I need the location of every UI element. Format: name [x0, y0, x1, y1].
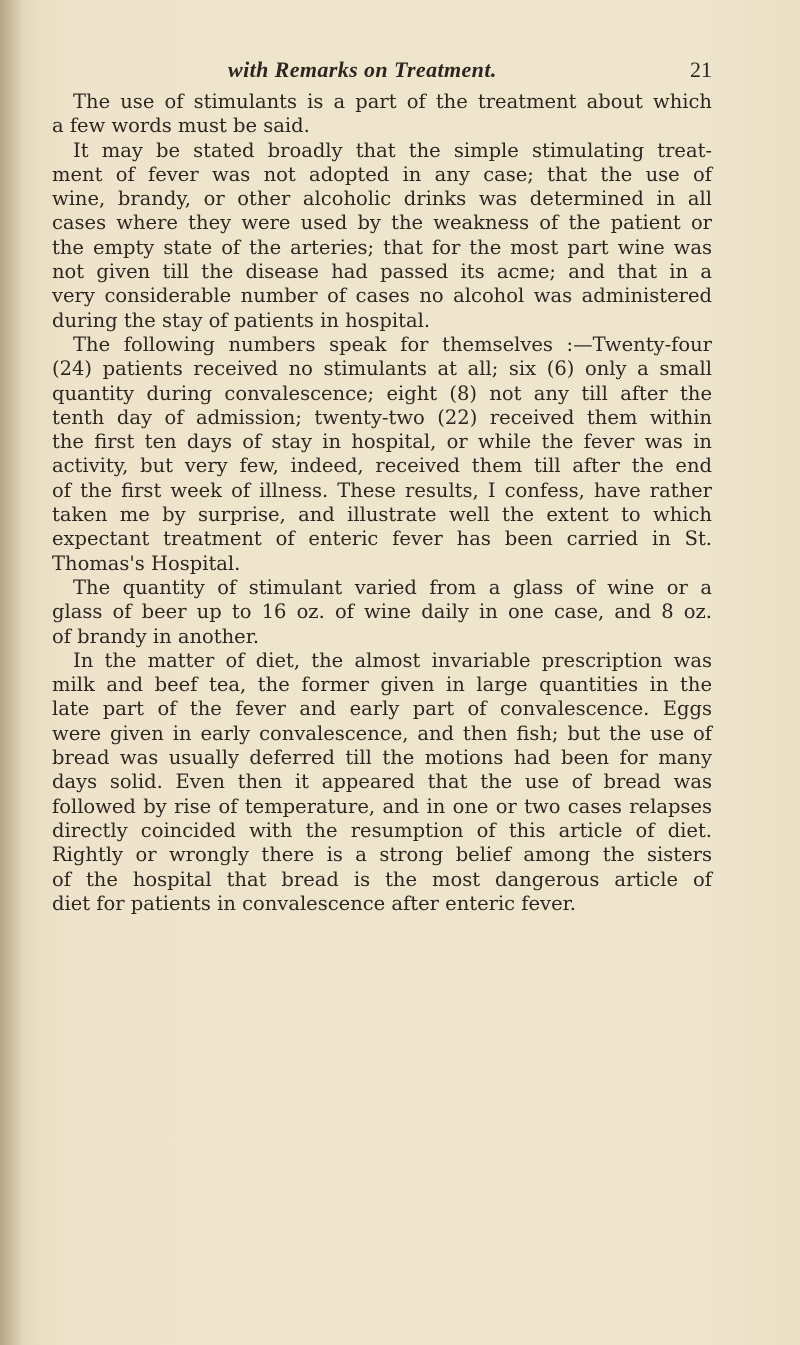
text-line: In the matter of diet, the almost invariable prescription was: [73, 648, 712, 672]
text-line: of the hospital that bread is the most dangerous article of: [52, 867, 712, 891]
body-text: [52, 90, 712, 916]
running-title: with Remarks on Treatment.: [228, 57, 497, 82]
text-line: diet for patients in convalescence after enteric fever.: [52, 891, 576, 915]
text-line: of brandy in another.: [52, 624, 260, 648]
text-line: a few words must be said.: [52, 114, 310, 138]
text-line: the empty state of the arteries; that for the most part wine was: [52, 235, 712, 259]
text-line: bread was usually deferred till the motions had been for many: [52, 746, 712, 770]
text-line: Thomas's Hospital.: [52, 551, 241, 575]
text-line: activity, but very few, indeed, received them till after the end: [52, 454, 712, 478]
text-line: glass of beer up to 16 oz. of wine daily in one case, and 8 oz.: [52, 600, 712, 624]
text-line: milk and beef tea, the former given in large quantities in the: [52, 673, 712, 697]
text-line: (24) patients received no stimulants at all; six (6) only a small: [52, 357, 712, 381]
text-line: days solid. Even then it appeared that the use of bread was: [52, 770, 712, 794]
text-line: cases where they were used by the weakness of the patient or: [52, 211, 712, 235]
text-line: late part of the fever and early part of convalescence. Eggs: [52, 697, 712, 721]
text-line: taken me by surprise, and illustrate well the extent to which: [52, 503, 712, 527]
text-line: ment of fever was not adopted in any case; that the use of: [52, 162, 712, 186]
text-line: not given till the disease had passed its acme; and that in a: [52, 260, 712, 284]
text-line: The use of stimulants is a part of the treatment about which: [73, 90, 712, 113]
text-line: Rightly or wrongly there is a strong belief among the sisters: [52, 843, 712, 867]
text-line: very considerable number of cases no alcohol was administered: [52, 284, 712, 308]
text-line: It may be stated broadly that the simple stimulating treat-: [73, 138, 712, 162]
text-line: during the stay of patients in hospital.: [52, 308, 431, 332]
text-line: The quantity of stimulant varied from a glass of wine or a: [73, 575, 712, 599]
text-line: expectant treatment of enteric fever has been carried in St.: [52, 527, 712, 551]
text-line: quantity during convalescence; eight (8) not any till after the: [52, 381, 712, 405]
text-line: were given in early convalescence, and then fish; but the use of: [52, 721, 712, 745]
text-line: followed by rise of temperature, and in one or two cases relapses: [52, 794, 712, 818]
text-line: the first ten days of stay in hospital, or while the fever was in: [52, 430, 712, 454]
text-line: tenth day of admission; twenty-two (22) received them within: [52, 405, 712, 429]
running-head: [52, 57, 712, 87]
spine-shadow: [0, 0, 22, 1345]
text-line: directly coincided with the resumption of this article of diet.: [52, 818, 712, 842]
page-number: 21: [690, 57, 712, 82]
text-line: of the first week of illness. These results, I confess, have rather: [52, 478, 712, 502]
text-line: wine, brandy, or other alcoholic drinks was determined in all: [52, 187, 712, 211]
text-line: The following numbers speak for themselves :—Twenty-four: [73, 332, 712, 356]
